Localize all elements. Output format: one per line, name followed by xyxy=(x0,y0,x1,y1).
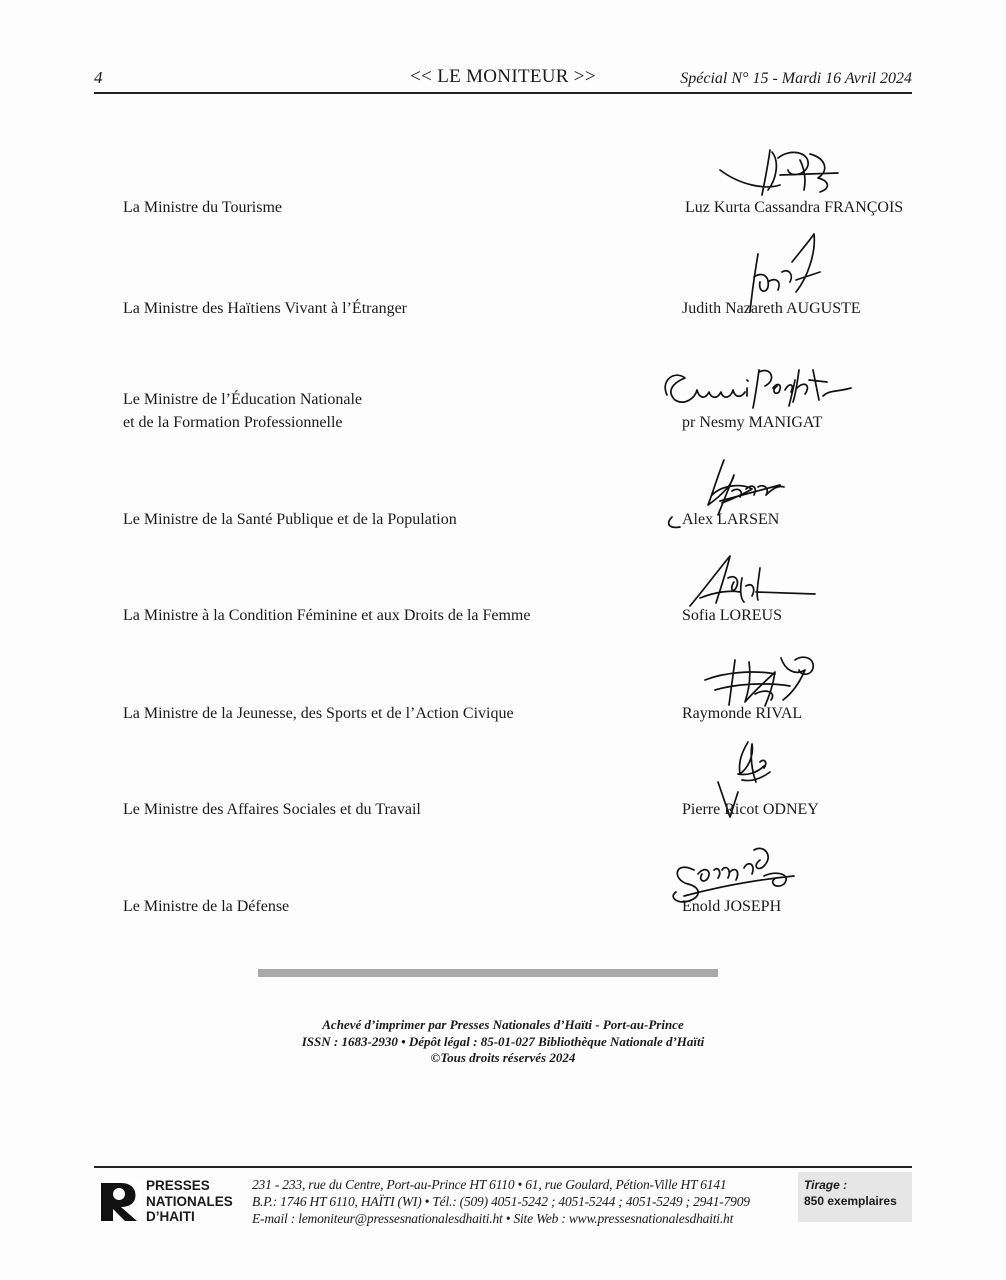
minister-title: La Ministre des Haïtiens Vivant à l’Étranger xyxy=(123,300,407,317)
signatory-name: pr Nesmy MANIGAT xyxy=(682,414,823,431)
presses-nationales-logo-icon xyxy=(99,1181,141,1223)
imprint-block: Achevé d’imprimer par Presses Nationales d’Haïti - Port-au-Prince ISSN : 1683-2930 • Dépôt légal : 85-01-027 Bibliothèque Nationale d’Haïti ©Tous droits réservés 2024 xyxy=(301,1017,705,1065)
closing-rule xyxy=(258,969,718,977)
minister-title: Le Ministre de l’Éducation Nationale et de la Formation Professionnelle xyxy=(123,391,363,431)
signatory-name: Pierre Ricot ODNEY xyxy=(682,801,819,818)
minister-title: Le Ministre des Affaires Sociales et du Travail xyxy=(123,801,421,818)
minister-title: Le Ministre de la Défense xyxy=(123,898,290,915)
minister-title: La Ministre à la Condition Féminine et aux Droits de la Femme xyxy=(123,607,531,624)
header-rule xyxy=(94,92,912,94)
print-run-box xyxy=(798,1172,912,1222)
issue-date: Spécial N° 15 - Mardi 16 Avril 2024 xyxy=(680,70,912,87)
signatory-name: Raymonde RIVAL xyxy=(682,705,803,722)
signatory-name: Judith Nazareth AUGUSTE xyxy=(682,300,861,317)
print-run-label: Tirage : xyxy=(804,1178,848,1192)
signatory-name: Sofia LOREUS xyxy=(682,607,782,624)
signatory-name: Luz Kurta Cassandra FRANÇOIS xyxy=(685,199,904,216)
journal-title: << LE MONITEUR >> xyxy=(410,66,596,87)
page-number: 4 xyxy=(94,68,103,87)
minister-title: Le Ministre de la Santé Publique et de la Population xyxy=(123,511,457,528)
signatory-name: Alex LARSEN xyxy=(682,511,780,528)
print-run-value: 850 exemplaires xyxy=(804,1194,897,1208)
footer-rule xyxy=(94,1166,912,1168)
signature-manigat xyxy=(655,350,865,415)
publisher-logo-text: PRESSES NATIONALES D’HAITI xyxy=(146,1178,233,1224)
signature-francois xyxy=(710,140,850,200)
signatory-name: Enold JOSEPH xyxy=(682,898,782,915)
minister-title: La Ministre de la Jeunesse, des Sports et de l’Action Civique xyxy=(123,705,514,722)
minister-title: La Ministre du Tourisme xyxy=(123,199,283,216)
publisher-address: 231 - 233, rue du Centre, Port-au-Prince HT 6110 • 61, rue Goulard, Pétion-Ville HT 6141 B.P.: 1746 HT 6110, HAÏTI (WI) • Tél.: (509) 4051-5242 ; 4051-5244 ; 4051-5249 ; 2941-7909 E-mail : lemoniteur@pressesnationalesdhaiti.ht • Site Web : www.pressesnationalesdhaiti.ht xyxy=(252,1177,750,1226)
